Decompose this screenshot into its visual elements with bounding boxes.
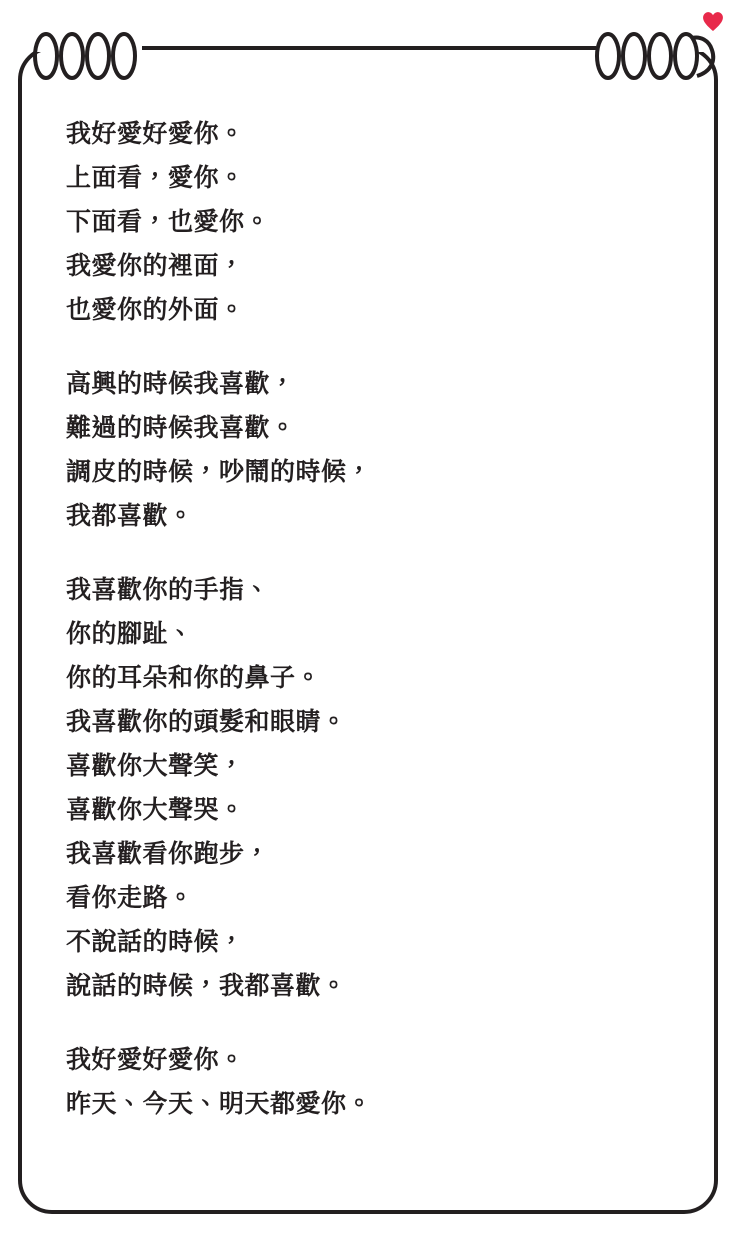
- poem-line: 我都喜歡。: [66, 502, 194, 530]
- heart-icon: [700, 8, 726, 34]
- poem-line: 看你走路。: [66, 884, 194, 912]
- stanza: [66, 112, 666, 332]
- poem-line: 高興的時候我喜歡，: [66, 370, 296, 398]
- stanza: [66, 568, 666, 1008]
- poem-line: 我喜歡你的手指、: [66, 576, 271, 604]
- poem-line: 喜歡你大聲哭。: [66, 796, 245, 824]
- poem-line: 你的腳趾、: [66, 620, 194, 648]
- poem-line: 我愛你的裡面，: [66, 252, 245, 280]
- poem-line: 難過的時候我喜歡。: [66, 414, 296, 442]
- poem-line: 也愛你的外面。: [66, 296, 245, 324]
- poem-line: 喜歡你大聲笑，: [66, 752, 245, 780]
- stanza: [66, 362, 666, 538]
- poem-line: 說話的時候，我都喜歡。: [66, 972, 347, 1000]
- poem-line: 不說話的時候，: [66, 928, 245, 956]
- poem-line: 我好愛好愛你。: [66, 1046, 245, 1074]
- poem-body: [66, 112, 666, 1126]
- poem-line: 下面看，也愛你。: [66, 208, 271, 236]
- poem-line: 昨天、今天、明天都愛你。: [66, 1090, 373, 1118]
- ring-gap-left: [34, 40, 142, 52]
- poem-line: 上面看，愛你。: [66, 164, 245, 192]
- poem-line: 我喜歡看你跑步，: [66, 840, 271, 868]
- poem-line: 你的耳朵和你的鼻子。: [66, 664, 322, 692]
- stanza: [66, 1038, 666, 1126]
- poem-line: 我好愛好愛你。: [66, 120, 245, 148]
- ring-gap-right: [596, 40, 704, 52]
- poem-line: 調皮的時候，吵鬧的時候，: [66, 458, 373, 486]
- poem-line: 我喜歡你的頭髮和眼睛。: [66, 708, 347, 736]
